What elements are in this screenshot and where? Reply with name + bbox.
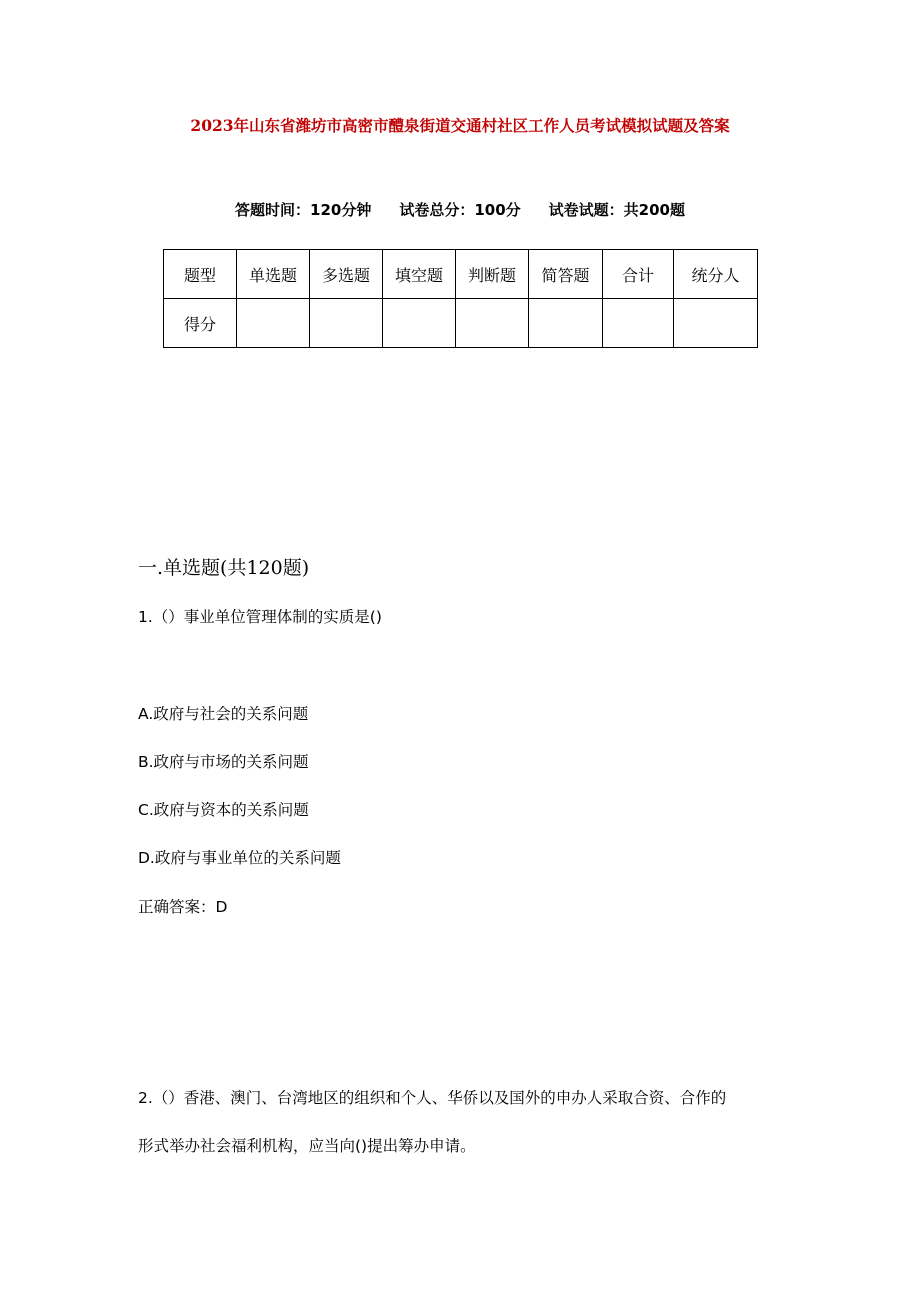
score-table-header-cell: 多选题 xyxy=(310,250,383,299)
score-table xyxy=(163,249,758,348)
score-table-header-cell: 统分人 xyxy=(674,250,758,299)
score-cell xyxy=(456,299,529,348)
score-cell xyxy=(383,299,456,348)
score-row-label: 得分 xyxy=(164,299,237,348)
question-1-answer: 正确答案：D xyxy=(138,898,228,916)
score-cell xyxy=(674,299,758,348)
exam-meta xyxy=(0,199,920,220)
exam-question-count: 试卷试题：共200题 xyxy=(548,201,685,219)
score-cell xyxy=(310,299,383,348)
question-2-stem-line-2: 形式举办社会福利机构，应当向()提出筹办申请。 xyxy=(138,1137,476,1155)
question-2-stem-line-1: 2.（）香港、澳门、台湾地区的组织和个人、华侨以及国外的申办人采取合资、合作的 xyxy=(138,1089,727,1107)
score-cell xyxy=(237,299,310,348)
score-table-header-row xyxy=(164,250,758,299)
score-table-header-cell: 合计 xyxy=(603,250,674,299)
score-table-header-cell: 题型 xyxy=(164,250,237,299)
document-title: 2023年山东省潍坊市高密市醴泉街道交通村社区工作人员考试模拟试题及答案 xyxy=(190,116,730,135)
question-1-option-a: A.政府与社会的关系问题 xyxy=(138,705,309,723)
score-table-header-cell: 简答题 xyxy=(529,250,603,299)
section-heading: 一.单选题(共120题) xyxy=(138,557,310,579)
question-1-stem: 1.（）事业单位管理体制的实质是() xyxy=(138,608,382,626)
exam-total-score: 试卷总分：100分 xyxy=(399,201,521,219)
score-table-header-cell: 填空题 xyxy=(383,250,456,299)
question-1-option-c: C.政府与资本的关系问题 xyxy=(138,801,309,819)
score-cell xyxy=(603,299,674,348)
score-table-header-cell: 单选题 xyxy=(237,250,310,299)
exam-time: 答题时间：120分钟 xyxy=(235,201,372,219)
score-table-score-row xyxy=(164,299,758,348)
score-table-header-cell: 判断题 xyxy=(456,250,529,299)
score-cell xyxy=(529,299,603,348)
question-1-option-d: D.政府与事业单位的关系问题 xyxy=(138,849,341,867)
question-1-option-b: B.政府与市场的关系问题 xyxy=(138,753,309,771)
